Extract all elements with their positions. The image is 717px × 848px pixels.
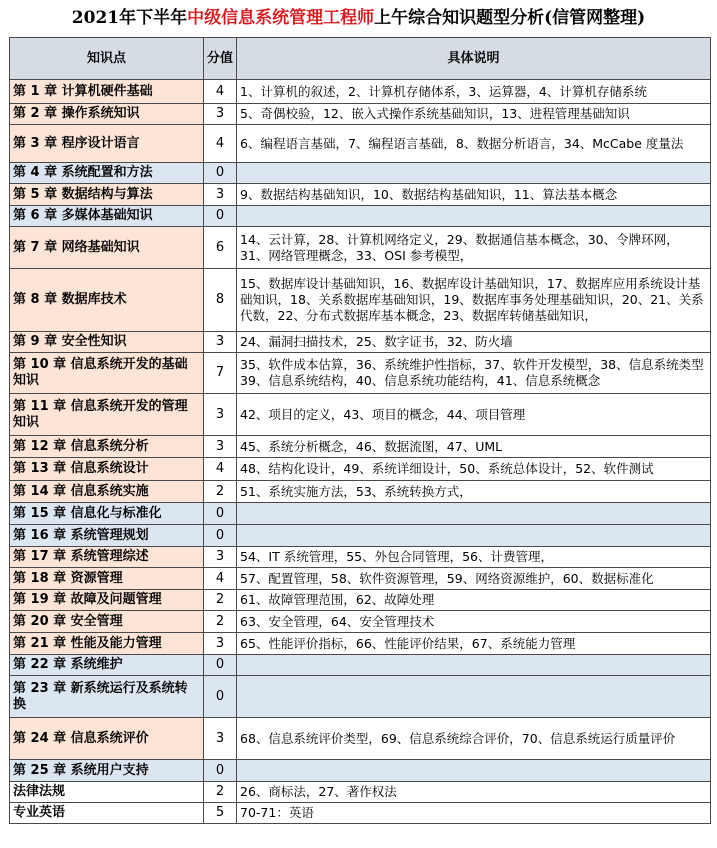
detail-cell: 54、IT 系统管理，55、外包合同管理，56、计费管理， xyxy=(237,547,711,568)
score-cell: 3 xyxy=(204,633,237,655)
table-row xyxy=(10,503,711,525)
detail-cell: 35、软件成本估算，36、系统维护性指标，37、软件开发模型，38、信息系统类型 39、信息系统结构，40、信息系统功能结构，41、信息系统概念 xyxy=(237,353,711,394)
table-row xyxy=(10,184,711,206)
watermark xyxy=(560,838,710,848)
table-row xyxy=(10,760,711,782)
score-cell: 0 xyxy=(204,206,237,227)
chapter-cell: 第 14 章 信息系统实施 xyxy=(10,481,204,503)
score-cell: 4 xyxy=(204,568,237,590)
detail-cell xyxy=(237,655,711,676)
score-cell: 0 xyxy=(204,503,237,525)
score-cell: 3 xyxy=(204,394,237,436)
table-row xyxy=(10,163,711,184)
score-cell: 3 xyxy=(204,104,237,125)
table-row xyxy=(10,718,711,760)
score-cell: 0 xyxy=(204,525,237,547)
detail-cell: 6、编程语言基础，7、编程语言基础，8、数据分析语言，34、McCabe 度量法 xyxy=(237,125,711,163)
detail-cell: 14、云计算，28、计算机网络定义，29、数据通信基本概念，30、令牌环网，31、网络管理概念，33、OSI 参考模型， xyxy=(237,227,711,269)
detail-cell: 5、奇偶校验，12、嵌入式操作系统基础知识，13、进程管理基础知识 xyxy=(237,104,711,125)
table-row xyxy=(10,803,711,824)
header-score: 分值 xyxy=(204,38,237,80)
chapter-cell: 第 16 章 系统管理规划 xyxy=(10,525,204,547)
chapter-cell: 第 25 章 系统用户支持 xyxy=(10,760,204,782)
detail-cell: 51、系统实施方法，53、系统转换方式， xyxy=(237,481,711,503)
score-cell: 3 xyxy=(204,718,237,760)
table-row xyxy=(10,611,711,633)
score-cell: 8 xyxy=(204,269,237,332)
chapter-cell: 第 10 章 信息系统开发的基础知识 xyxy=(10,353,204,394)
table-row xyxy=(10,458,711,481)
chapter-cell: 第 6 章 多媒体基础知识 xyxy=(10,206,204,227)
table-row xyxy=(10,590,711,611)
chapter-cell: 第 17 章 系统管理综述 xyxy=(10,547,204,568)
detail-cell: 1、计算机的叙述，2、计算机存储体系，3、运算器，4、计算机存储系统 xyxy=(237,80,711,104)
score-cell: 3 xyxy=(204,184,237,206)
chapter-cell: 第 2 章 操作系统知识 xyxy=(10,104,204,125)
chapter-cell: 第 19 章 故障及问题管理 xyxy=(10,590,204,611)
header-topic: 知识点 xyxy=(10,38,204,80)
score-cell: 2 xyxy=(204,481,237,503)
chapter-cell: 第 18 章 资源管理 xyxy=(10,568,204,590)
detail-cell: 57、配置管理，58、软件资源管理，59、网络资源维护，60、数据标准化 xyxy=(237,568,711,590)
detail-cell: 15、数据库设计基础知识，16、数据库设计基础知识，17、数据库应用系统设计基础知识，18、关系数据库基础知识，19、数据库事务处理基础知识，20、21、关系代数，22、分布式数据库基本概念，23、数据库转储基础知识， xyxy=(237,269,711,332)
table-row xyxy=(10,353,711,394)
score-cell: 3 xyxy=(204,332,237,353)
detail-cell: 26、商标法，27、著作权法 xyxy=(237,782,711,803)
table-row xyxy=(10,394,711,436)
detail-cell xyxy=(237,163,711,184)
score-cell: 0 xyxy=(204,655,237,676)
table-row xyxy=(10,525,711,547)
detail-cell: 42、项目的定义，43、项目的概念，44、项目管理 xyxy=(237,394,711,436)
detail-cell xyxy=(237,676,711,718)
detail-cell: 68、信息系统评价类型，69、信息系统综合评价，70、信息系统运行质量评价 xyxy=(237,718,711,760)
table-row xyxy=(10,206,711,227)
score-cell: 4 xyxy=(204,458,237,481)
chapter-cell: 法律法规 xyxy=(10,782,204,803)
chapter-cell: 第 11 章 信息系统开发的管理知识 xyxy=(10,394,204,436)
detail-cell: 45、系统分析概念，46、数据流图，47、UML xyxy=(237,436,711,458)
title-highlight: 中级信息系统管理工程师 xyxy=(187,8,375,28)
table-row xyxy=(10,568,711,590)
title-prefix: 2021年下半年 xyxy=(71,8,188,28)
score-cell: 0 xyxy=(204,760,237,782)
detail-cell: 61、故障管理范围，62、故障处理 xyxy=(237,590,711,611)
table-header-row xyxy=(10,38,711,80)
chapter-cell: 第 13 章 信息系统设计 xyxy=(10,458,204,481)
title-suffix: 上午综合知识题型分析(信管网整理) xyxy=(374,8,646,28)
score-cell: 0 xyxy=(204,676,237,718)
chapter-cell: 第 7 章 网络基础知识 xyxy=(10,227,204,269)
table-row xyxy=(10,436,711,458)
table-row xyxy=(10,125,711,163)
detail-cell: 65、性能评价指标，66、性能评价结果，67、系统能力管理 xyxy=(237,633,711,655)
detail-cell xyxy=(237,760,711,782)
table-row xyxy=(10,655,711,676)
chapter-cell: 第 9 章 安全性知识 xyxy=(10,332,204,353)
chapter-cell: 第 22 章 系统维护 xyxy=(10,655,204,676)
table-row xyxy=(10,104,711,125)
chapter-cell: 第 4 章 系统配置和方法 xyxy=(10,163,204,184)
table-row xyxy=(10,633,711,655)
score-cell: 4 xyxy=(204,80,237,104)
score-cell: 6 xyxy=(204,227,237,269)
score-cell: 3 xyxy=(204,547,237,568)
chapter-cell: 第 1 章 计算机硬件基础 xyxy=(10,80,204,104)
chapter-cell: 第 21 章 性能及能力管理 xyxy=(10,633,204,655)
detail-cell: 9、数据结构基础知识，10、数据结构基础知识，11、算法基本概念 xyxy=(237,184,711,206)
detail-cell xyxy=(237,503,711,525)
score-cell: 7 xyxy=(204,353,237,394)
detail-cell xyxy=(237,525,711,547)
chapter-cell: 专业英语 xyxy=(10,803,204,824)
chapter-cell: 第 20 章 安全管理 xyxy=(10,611,204,633)
exam-analysis-table xyxy=(9,37,711,824)
detail-cell: 63、安全管理，64、安全管理技术 xyxy=(237,611,711,633)
score-cell: 2 xyxy=(204,590,237,611)
detail-cell: 48、结构化设计，49、系统详细设计，50、系统总体设计，52、软件测试 xyxy=(237,458,711,481)
score-cell: 3 xyxy=(204,436,237,458)
detail-cell: 24、漏洞扫描技术，25、数字证书，32、防火墙 xyxy=(237,332,711,353)
table-row xyxy=(10,332,711,353)
table-body xyxy=(10,80,711,824)
table-row xyxy=(10,80,711,104)
chapter-cell: 第 15 章 信息化与标准化 xyxy=(10,503,204,525)
header-detail: 具体说明 xyxy=(237,38,711,80)
table-row xyxy=(10,481,711,503)
score-cell: 4 xyxy=(204,125,237,163)
detail-cell: 70-71：英语 xyxy=(237,803,711,824)
chapter-cell: 第 3 章 程序设计语言 xyxy=(10,125,204,163)
score-cell: 5 xyxy=(204,803,237,824)
table-row xyxy=(10,782,711,803)
chapter-cell: 第 12 章 信息系统分析 xyxy=(10,436,204,458)
chapter-cell: 第 23 章 新系统运行及系统转换 xyxy=(10,676,204,718)
detail-cell xyxy=(237,206,711,227)
table-row xyxy=(10,547,711,568)
chapter-cell: 第 5 章 数据结构与算法 xyxy=(10,184,204,206)
chapter-cell: 第 24 章 信息系统评价 xyxy=(10,718,204,760)
score-cell: 0 xyxy=(204,163,237,184)
score-cell: 2 xyxy=(204,611,237,633)
table-row xyxy=(10,676,711,718)
page-title xyxy=(0,0,717,36)
chapter-cell: 第 8 章 数据库技术 xyxy=(10,269,204,332)
table-row xyxy=(10,227,711,269)
score-cell: 2 xyxy=(204,782,237,803)
table-row xyxy=(10,269,711,332)
